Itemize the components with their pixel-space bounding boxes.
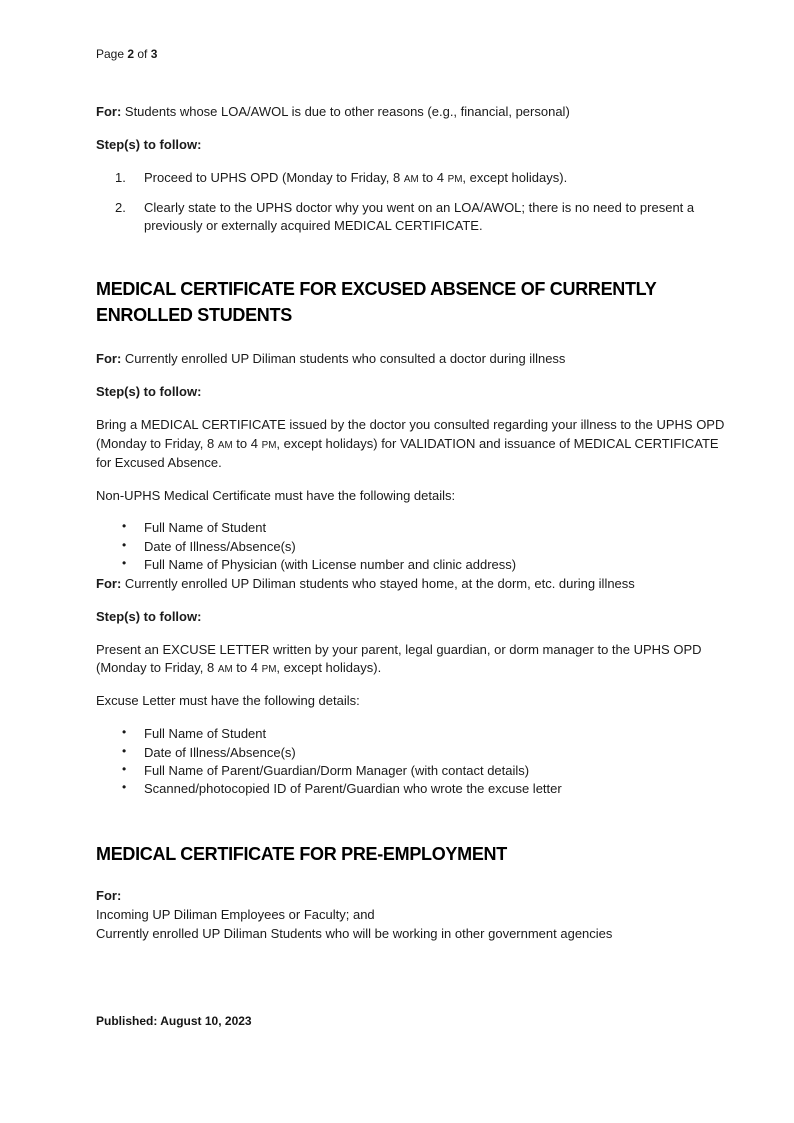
loa-for-paragraph	[96, 103, 726, 122]
list-item	[96, 556, 726, 574]
for-text: Students whose LOA/AWOL is due to other reasons (e.g., financial, personal)	[121, 104, 570, 119]
step-text: Bring a MEDICAL CERTIFICATE issued by the doctor you consulted regarding your illness to the UPHS OPD (Monday to Friday, 8	[96, 417, 725, 451]
step-text: Present an EXCUSE LETTER written by your parent, legal guardian, or dorm manager to the UPHS OPD (Monday to Friday, 8	[96, 641, 702, 676]
detail-text: Full Name of Parent/Guardian/Dorm Manager (with contact details)	[144, 762, 530, 778]
list-item	[96, 780, 726, 798]
bullet-icon: •	[122, 537, 127, 552]
section-title-excused-absence: MEDICAL CERTIFICATE FOR EXCUSED ABSENCE OF CURRENTLY ENROLLED STUDENTS	[96, 279, 657, 326]
stayed-home-for-paragraph	[96, 575, 726, 594]
pm-smallcaps: PM	[261, 439, 277, 451]
consulted-for-paragraph	[96, 350, 726, 369]
published-date: Published: August 10, 2023	[96, 1014, 252, 1028]
list-item	[96, 762, 726, 780]
am-smallcaps: AM	[217, 664, 233, 676]
bullet-icon: •	[122, 780, 127, 795]
page-word: Page	[96, 47, 128, 61]
detail-text: Scanned/photocopied ID of Parent/Guardian who wrote the excuse letter	[144, 781, 562, 797]
step-text: , except holidays).	[462, 169, 568, 185]
step-text: , except holidays) for VALIDATION and issuance of MEDICAL CERTIFICATE for Excused Absence.	[96, 435, 719, 470]
list-item	[96, 744, 726, 762]
step-text: , except holidays).	[276, 660, 382, 676]
excuse-letter-details-heading: Excuse Letter must have the following details:	[96, 693, 360, 709]
am-smallcaps: AM	[403, 173, 419, 185]
list-item	[96, 538, 726, 556]
loa-steps-heading: Step(s) to follow:	[96, 136, 202, 152]
page-header	[96, 47, 157, 63]
consulted-steps-heading: Step(s) to follow:	[96, 384, 202, 400]
section-title-pre-employment: MEDICAL CERTIFICATE FOR PRE-EMPLOYMENT	[96, 843, 507, 864]
list-item-number: 1.	[115, 169, 126, 185]
am-smallcaps: AM	[217, 439, 233, 451]
page-total: 3	[150, 47, 158, 61]
for-text: Currently enrolled UP Diliman students who consulted a doctor during illness	[121, 351, 566, 367]
detail-text: Date of Illness/Absence(s)	[144, 538, 296, 554]
list-item-number: 2.	[115, 199, 126, 215]
step-text: to 4	[232, 435, 262, 451]
pm-smallcaps: PM	[447, 173, 463, 185]
non-uphs-details-list	[96, 519, 726, 574]
for-label: For:	[96, 887, 122, 903]
excuse-letter-details-list	[96, 725, 726, 799]
for-label: For:	[96, 575, 122, 591]
consulted-step-paragraph	[96, 416, 726, 473]
for-label: For:	[96, 351, 122, 367]
bullet-icon: •	[122, 761, 127, 776]
for-label: For:	[96, 104, 122, 119]
detail-text: Full Name of Student	[144, 726, 267, 742]
for-line: Currently enrolled UP Diliman Students who will be working in other government agencies	[96, 925, 613, 941]
bullet-icon: •	[122, 743, 127, 758]
of-word: of	[134, 47, 151, 61]
for-text: Currently enrolled UP Diliman students who stayed home, at the dorm, etc. during illness	[121, 575, 635, 591]
document-body	[96, 103, 726, 943]
step-text: Clearly state to the UPHS doctor why you went on an LOA/AWOL; there is no need to present a previously or externally acquired MEDICAL CERTIFICATE.	[144, 199, 695, 234]
step-text: to 4	[418, 169, 448, 185]
bullet-icon: •	[122, 725, 127, 740]
detail-text: Full Name of Student	[144, 520, 267, 536]
step-text: to 4	[232, 660, 262, 676]
stayed-home-step-paragraph	[96, 641, 726, 679]
non-uphs-details-heading: Non-UPHS Medical Certificate must have the following details:	[96, 487, 456, 503]
page-number: 2	[127, 47, 135, 61]
loa-numbered-list	[96, 169, 726, 237]
bullet-icon: •	[122, 556, 127, 571]
list-item	[96, 199, 726, 237]
pre-employment-for-block	[96, 887, 726, 944]
detail-text: Date of Illness/Absence(s)	[144, 744, 296, 760]
step-text: Proceed to UPHS OPD (Monday to Friday, 8	[144, 169, 404, 185]
pm-smallcaps: PM	[261, 664, 277, 676]
list-item	[96, 725, 726, 743]
list-item	[96, 169, 726, 188]
detail-text: Full Name of Physician (with License number and clinic address)	[144, 557, 517, 573]
stayed-home-steps-heading: Step(s) to follow:	[96, 608, 202, 624]
bullet-icon: •	[122, 519, 127, 534]
list-item	[96, 519, 726, 537]
for-line: Incoming UP Diliman Employees or Faculty; and	[96, 906, 375, 922]
